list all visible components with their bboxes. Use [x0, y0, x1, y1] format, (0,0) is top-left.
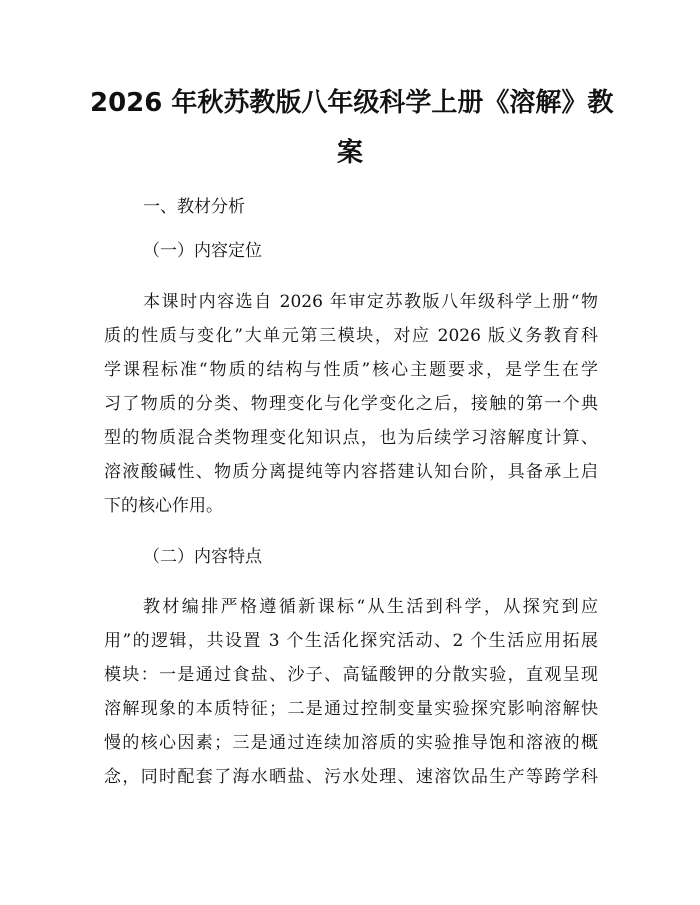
section-heading-textbook-analysis: 一、教材分析: [143, 197, 245, 217]
paragraph-1-line-5: 型的物质混合类物理变化知识点，也为后续学习溶解度计算、: [104, 428, 598, 448]
paragraph-1-line-2: 质的性质与变化”大单元第三模块，对应 2026 版义务教育科: [104, 326, 598, 346]
subheading-content-positioning: （一）内容定位: [143, 241, 262, 261]
paragraph-2-line-4: 溶解现象的本质特征；二是通过控制变量实验探究影响溶解快: [104, 699, 598, 719]
paragraph-1-line-4: 习了物质的分类、物理变化与化学变化之后，接触的第一个典: [104, 394, 598, 414]
paragraph-2-line-3: 模块：一是通过食盐、沙子、高锰酸钾的分散实验，直观呈现: [104, 665, 598, 685]
paragraph-1-line-1: 本课时内容选自 2026 年审定苏教版八年级科学上册“物: [143, 292, 598, 312]
subheading-content-features: （二）内容特点: [143, 547, 262, 567]
paragraph-2-line-1: 教材编排严格遵循新课标“从生活到科学，从探究到应: [143, 597, 598, 617]
paragraph-1-line-6: 溶液酸碱性、物质分离提纯等内容搭建认知台阶，具备承上启: [104, 462, 598, 482]
paragraph-2-line-2: 用”的逻辑，共设置 3 个生活化探究活动、2 个生活应用拓展: [104, 631, 598, 651]
document-title-line-1: 2026 年秋苏教版八年级科学上册《溶解》教: [90, 88, 614, 118]
document-title-line-2: 案: [336, 138, 363, 168]
paragraph-1-line-3: 学课程标准“物质的结构与性质”核心主题要求，是学生在学: [104, 360, 598, 380]
paragraph-2-line-5: 慢的核心因素；三是通过连续加溶质的实验推导饱和溶液的概: [104, 733, 598, 753]
paragraph-2-line-6: 念，同时配套了海水晒盐、污水处理、速溶饮品生产等跨学科: [104, 767, 598, 787]
paragraph-1-line-7: 下的核心作用。: [104, 496, 223, 516]
